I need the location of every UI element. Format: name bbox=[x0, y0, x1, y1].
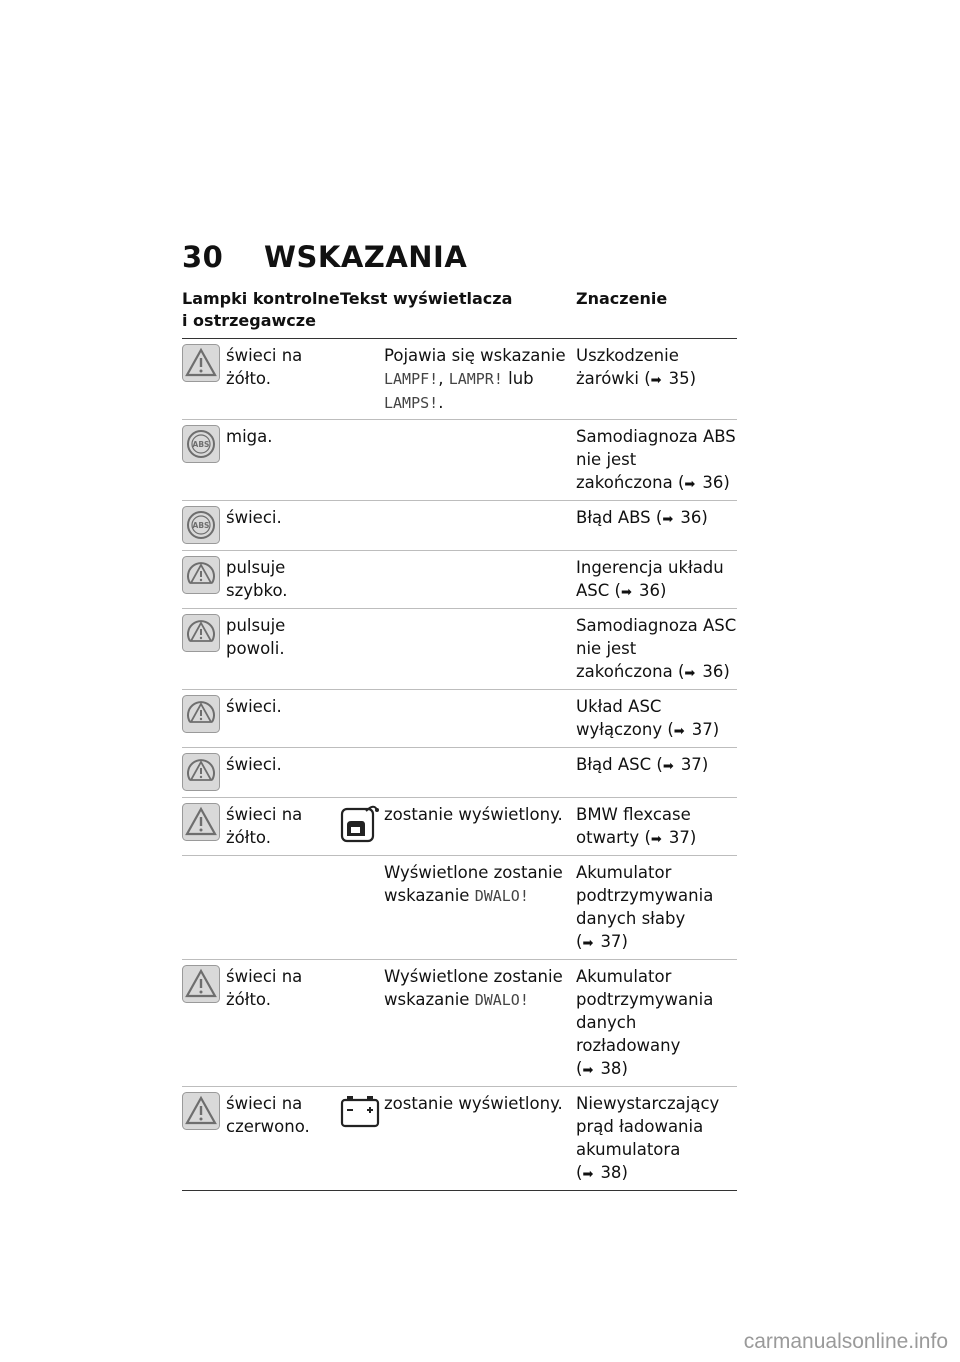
meaning-text: Akumulator podtrzymywania danych rozładowany bbox=[576, 967, 714, 1055]
asc-icon bbox=[182, 695, 220, 733]
table-row bbox=[182, 1087, 737, 1191]
display-text bbox=[384, 425, 576, 496]
meaning-cell bbox=[576, 425, 737, 496]
meaning-cell bbox=[576, 753, 737, 793]
display-text bbox=[384, 965, 576, 1082]
arrow-right-icon: ➡ bbox=[662, 759, 674, 774]
display-text-cell bbox=[340, 556, 576, 604]
meaning-cell bbox=[576, 695, 737, 743]
lamp-cell bbox=[182, 803, 340, 851]
meaning-text: BMW flexcase otwarty bbox=[576, 805, 691, 847]
reference-page-number: 37 bbox=[668, 828, 690, 847]
page-heading bbox=[182, 240, 737, 274]
table-row bbox=[182, 420, 737, 501]
display-text bbox=[384, 1092, 576, 1186]
code-separator: , bbox=[438, 369, 449, 388]
reference-page-number: 38 bbox=[600, 1163, 622, 1182]
lamp-cell bbox=[182, 344, 340, 415]
abs-icon bbox=[182, 425, 220, 463]
display-text-body: Pojawia się wskazanie bbox=[384, 346, 566, 365]
page-reference[interactable]: (➡ 36) bbox=[678, 662, 730, 681]
meaning-cell bbox=[576, 861, 737, 955]
empty-icon-slot bbox=[340, 861, 380, 901]
watermark: carmanualsonline.info bbox=[743, 1330, 948, 1353]
reference-page-number: 36 bbox=[638, 581, 660, 600]
arrow-right-icon: ➡ bbox=[662, 512, 674, 527]
display-text-body: Wyświetlone zostanie wskazanie bbox=[384, 863, 563, 905]
column-header-text: Tekst wyświetlacza bbox=[340, 289, 513, 308]
lamp-cell bbox=[182, 1092, 340, 1186]
warning-triangle-icon bbox=[182, 965, 220, 1003]
lamp-cell bbox=[182, 425, 340, 496]
meaning-cell bbox=[576, 614, 737, 685]
arrow-right-icon: ➡ bbox=[673, 724, 685, 739]
lamp-cell bbox=[182, 614, 340, 685]
display-text-body: zostanie wyświetlony. bbox=[384, 1094, 563, 1113]
display-text-cell bbox=[340, 753, 576, 793]
arrow-right-icon: ➡ bbox=[650, 373, 662, 388]
table-row bbox=[182, 690, 737, 748]
display-text bbox=[384, 506, 576, 546]
lamp-cell bbox=[182, 753, 340, 793]
display-text-cell bbox=[340, 803, 576, 851]
meaning-cell bbox=[576, 803, 737, 851]
reference-page-number: 37 bbox=[691, 720, 713, 739]
warning-triangle-icon bbox=[182, 344, 220, 382]
page-reference[interactable]: (➡ 37) bbox=[576, 932, 628, 951]
arrow-right-icon: ➡ bbox=[684, 666, 696, 681]
lamp-state: świeci. bbox=[226, 508, 282, 527]
lamp-state: świeci. bbox=[226, 755, 282, 774]
table-row bbox=[182, 551, 737, 609]
warning-triangle-icon bbox=[182, 803, 220, 841]
display-text-body: zostanie wyświetlony. bbox=[384, 805, 563, 824]
meaning-text: Uszkodzenie żarówki bbox=[576, 346, 679, 388]
table-row bbox=[182, 960, 737, 1087]
code-separator: . bbox=[438, 393, 444, 412]
lamp-state bbox=[226, 861, 340, 955]
display-code: LAMPR! bbox=[448, 370, 503, 388]
meaning-cell bbox=[576, 506, 737, 546]
display-code: LAMPS! bbox=[384, 394, 439, 412]
lamp-cell bbox=[182, 965, 340, 1082]
page-title: WSKAZANIA bbox=[264, 240, 468, 274]
svg-text:ABS: ABS bbox=[192, 521, 210, 530]
display-text-cell bbox=[340, 965, 576, 1082]
page-number: 30 bbox=[182, 240, 224, 274]
page-reference[interactable]: (➡ 36) bbox=[678, 473, 730, 492]
display-code: LAMPF! bbox=[384, 370, 439, 388]
warning-triangle-icon bbox=[182, 1092, 220, 1130]
display-text bbox=[384, 753, 576, 793]
display-text bbox=[384, 344, 576, 415]
arrow-right-icon: ➡ bbox=[650, 832, 662, 847]
asc-icon bbox=[182, 556, 220, 594]
meaning-text: Samodiagnoza ASC nie jest zakończona bbox=[576, 616, 737, 681]
table-row bbox=[182, 748, 737, 798]
reference-page-number: 35 bbox=[668, 369, 690, 388]
empty-icon-slot bbox=[340, 695, 380, 735]
lamp-cell bbox=[182, 556, 340, 604]
empty-icon-slot bbox=[340, 506, 380, 546]
lamp-state: świeci na czerwono. bbox=[226, 1094, 310, 1136]
display-text-cell bbox=[340, 861, 576, 955]
arrow-right-icon: ➡ bbox=[582, 1167, 594, 1182]
empty-icon-slot bbox=[340, 556, 380, 596]
page-reference[interactable]: (➡ 36) bbox=[615, 581, 667, 600]
abs-icon bbox=[182, 506, 220, 544]
column-header-lamp: Lampki kontrolne i ostrzegawcze bbox=[182, 289, 340, 330]
column-header-meaning: Znaczenie bbox=[576, 289, 668, 308]
battery-icon bbox=[340, 1092, 380, 1132]
meaning-cell bbox=[576, 965, 737, 1082]
lamp-state: miga. bbox=[226, 427, 273, 446]
meaning-text: Układ ASC wyłączony bbox=[576, 697, 663, 739]
empty-icon-slot bbox=[340, 344, 380, 384]
table-header bbox=[182, 288, 737, 339]
empty-icon-slot bbox=[340, 614, 380, 654]
lamp-state: pulsuje szybko. bbox=[226, 558, 288, 600]
table-row bbox=[182, 609, 737, 690]
asc-icon bbox=[182, 753, 220, 791]
meaning-cell bbox=[576, 556, 737, 604]
table-row bbox=[182, 339, 737, 420]
meaning-cell bbox=[576, 1092, 737, 1186]
display-text-cell bbox=[340, 506, 576, 546]
page-reference[interactable]: (➡ 36) bbox=[656, 508, 708, 527]
svg-text:ABS: ABS bbox=[192, 440, 210, 449]
reference-page-number: 38 bbox=[600, 1059, 622, 1078]
meaning-cell bbox=[576, 344, 737, 415]
table-row bbox=[182, 501, 737, 551]
reference-page-number: 37 bbox=[600, 932, 622, 951]
display-text-body: Wyświetlone zostanie wskazanie bbox=[384, 967, 563, 1009]
meaning-text: Akumulator podtrzymywania danych słaby bbox=[576, 863, 714, 928]
display-text-cell bbox=[340, 614, 576, 685]
code-separator: lub bbox=[502, 369, 534, 388]
reference-page-number: 37 bbox=[680, 755, 702, 774]
empty-icon-slot bbox=[340, 753, 380, 793]
display-code: DWALO! bbox=[474, 991, 529, 1009]
display-text-cell bbox=[340, 1092, 576, 1186]
manual-page bbox=[182, 240, 737, 1191]
arrow-right-icon: ➡ bbox=[582, 1063, 594, 1078]
lamp-cell bbox=[182, 861, 340, 955]
empty-icon-slot bbox=[340, 965, 380, 1005]
arrow-right-icon: ➡ bbox=[582, 936, 594, 951]
arrow-right-icon: ➡ bbox=[620, 585, 632, 600]
empty-icon-slot bbox=[340, 425, 380, 465]
page-reference[interactable]: (➡ 38) bbox=[576, 1059, 628, 1078]
lamp-state: świeci na żółto. bbox=[226, 346, 303, 388]
page-reference[interactable]: (➡ 37) bbox=[656, 755, 708, 774]
meaning-text: Błąd ASC bbox=[576, 755, 652, 774]
page-reference[interactable]: (➡ 35) bbox=[644, 369, 696, 388]
arrow-right-icon: ➡ bbox=[684, 477, 696, 492]
reference-page-number: 36 bbox=[702, 662, 724, 681]
lamp-cell bbox=[182, 506, 340, 546]
lamp-cell bbox=[182, 695, 340, 743]
page-reference[interactable]: (➡ 37) bbox=[667, 720, 719, 739]
lamp-state: świeci na żółto. bbox=[226, 967, 303, 1009]
display-text-cell bbox=[340, 344, 576, 415]
flexcase-icon bbox=[340, 803, 380, 843]
display-text bbox=[384, 556, 576, 604]
page-reference[interactable]: (➡ 38) bbox=[576, 1163, 628, 1182]
meaning-text: Niewystarczający prąd ładowania akumulatora bbox=[576, 1094, 720, 1159]
meaning-text: Ingerencja układu ASC bbox=[576, 558, 724, 600]
table-row bbox=[182, 856, 737, 960]
lamp-state: świeci. bbox=[226, 697, 282, 716]
display-text bbox=[384, 861, 576, 955]
table-row bbox=[182, 798, 737, 856]
indicator-table bbox=[182, 339, 737, 1191]
display-text bbox=[384, 803, 576, 851]
meaning-text: Samodiagnoza ABS nie jest zakończona bbox=[576, 427, 736, 492]
lamp-state: pulsuje powoli. bbox=[226, 616, 286, 658]
reference-page-number: 36 bbox=[680, 508, 702, 527]
asc-icon bbox=[182, 614, 220, 652]
meaning-text: Błąd ABS bbox=[576, 508, 651, 527]
display-text-cell bbox=[340, 425, 576, 496]
page-reference[interactable]: (➡ 37) bbox=[644, 828, 696, 847]
display-code: DWALO! bbox=[474, 887, 529, 905]
lamp-state: świeci na żółto. bbox=[226, 805, 303, 847]
display-text bbox=[384, 614, 576, 685]
display-text-cell bbox=[340, 695, 576, 743]
display-text bbox=[384, 695, 576, 743]
reference-page-number: 36 bbox=[702, 473, 724, 492]
